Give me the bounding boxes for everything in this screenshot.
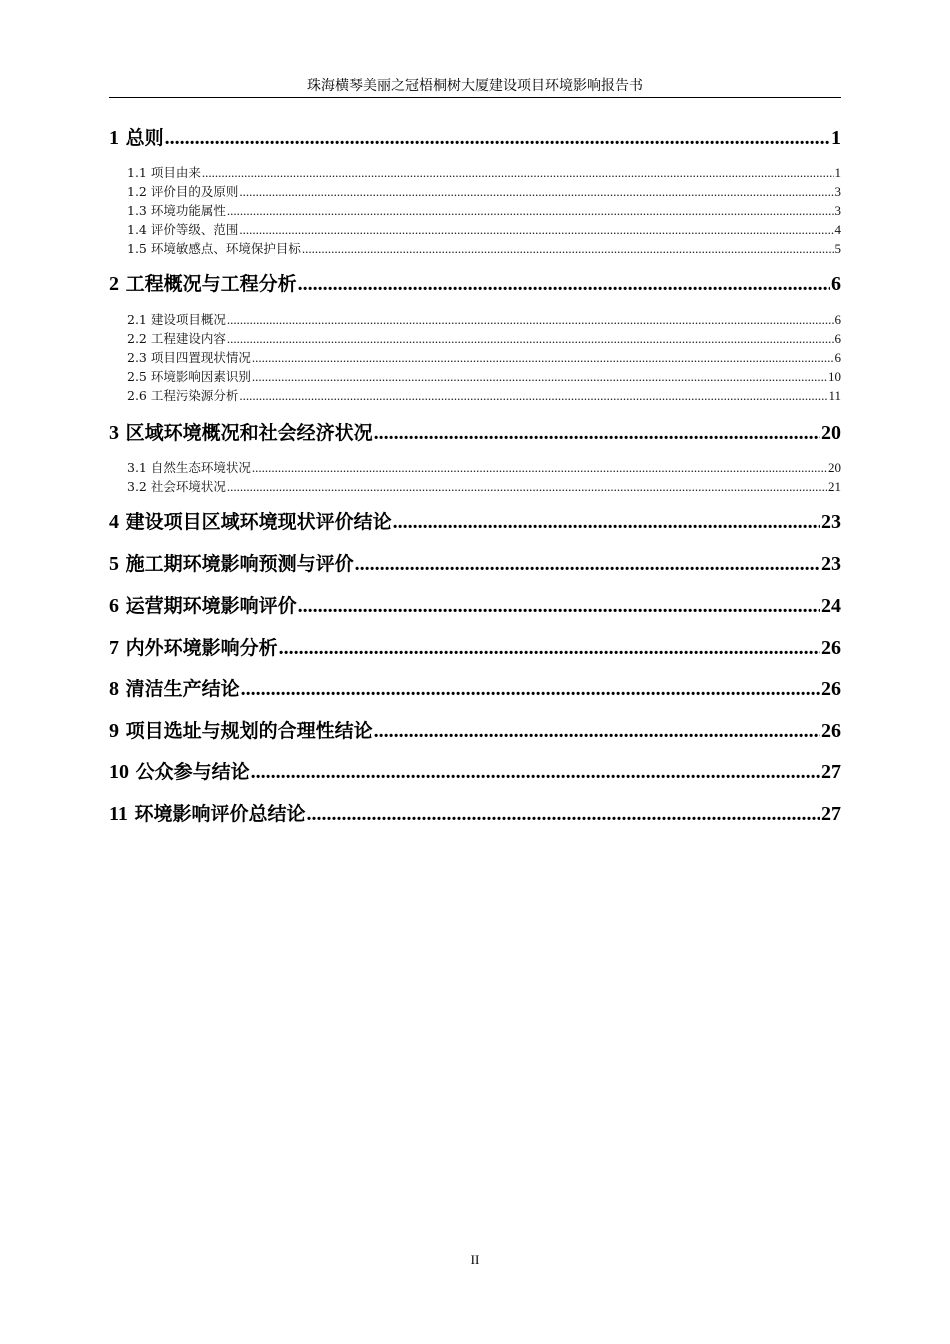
dot-leader xyxy=(298,272,830,296)
toc-entry-title xyxy=(127,387,238,405)
toc-chapter-entry[interactable] xyxy=(109,552,841,576)
toc-entry-title xyxy=(109,760,250,784)
toc-section-entry[interactable] xyxy=(127,311,841,329)
toc-entry-number: 5 xyxy=(109,553,119,575)
toc-page-number: 20 xyxy=(828,460,841,475)
toc-entry-title xyxy=(109,126,164,150)
toc-entry-title xyxy=(109,594,297,618)
toc-entry-number: 1 xyxy=(109,127,119,149)
toc-entry-number: 2.6 xyxy=(127,388,147,403)
toc-entry-text: 环境功能属性 xyxy=(150,203,226,218)
toc-page-number: 26 xyxy=(821,678,841,700)
toc-entry-title xyxy=(127,240,301,258)
toc-entry-number: 3.2 xyxy=(127,479,147,494)
toc-section-entry[interactable] xyxy=(127,387,841,405)
toc-section-entry[interactable] xyxy=(127,164,841,182)
toc-chapter-entry[interactable] xyxy=(109,594,841,618)
toc-entry-title xyxy=(127,349,251,367)
toc-entry-title xyxy=(109,677,240,701)
toc-entry-text: 运营期环境影响评价 xyxy=(125,595,297,617)
toc-page-number: 26 xyxy=(821,720,841,742)
toc-entry-number: 2.5 xyxy=(127,369,147,384)
toc-entry-text: 工程污染源分析 xyxy=(150,388,239,403)
toc-entry-number: 3 xyxy=(109,422,119,444)
dot-leader xyxy=(307,802,820,826)
toc-section-entry[interactable] xyxy=(127,368,841,386)
toc-page-number: 26 xyxy=(821,637,841,659)
toc-entry-text: 建设项目区域环境现状评价结论 xyxy=(125,511,392,533)
toc-page-number: 4 xyxy=(834,222,841,237)
toc-page-number: 6 xyxy=(831,273,841,295)
dot-leader xyxy=(227,311,834,329)
toc-entry-text: 项目由来 xyxy=(150,165,201,180)
toc-entry-text: 内外环境影响分析 xyxy=(125,637,278,659)
toc-entry-title xyxy=(127,368,251,386)
toc-entry-number: 1.1 xyxy=(127,165,147,180)
dot-leader xyxy=(239,221,833,239)
toc-entry-text: 总则 xyxy=(125,127,164,149)
toc-entry-title xyxy=(109,510,392,534)
toc-section-entry[interactable] xyxy=(127,478,841,496)
toc-page-number: 6 xyxy=(834,331,841,346)
toc-page-number: 6 xyxy=(834,312,841,327)
toc-entry-title xyxy=(109,421,373,445)
toc-page-number: 27 xyxy=(821,761,841,783)
toc-entry-number: 2.1 xyxy=(127,312,147,327)
toc-entry-text: 评价等级、范围 xyxy=(150,222,239,237)
toc-entry-text: 环境影响评价总结论 xyxy=(134,803,306,825)
toc-entry-text: 清洁生产结论 xyxy=(125,678,240,700)
toc-page-number: 1 xyxy=(831,127,841,149)
toc-chapter-entry[interactable] xyxy=(109,719,841,743)
toc-entry-title xyxy=(109,272,297,296)
toc-page-number: 6 xyxy=(834,350,841,365)
toc-section-entry[interactable] xyxy=(127,349,841,367)
toc-entry-text: 评价目的及原则 xyxy=(150,184,239,199)
dot-leader xyxy=(374,719,820,743)
dot-leader xyxy=(239,183,833,201)
dot-leader xyxy=(165,126,830,150)
toc-page-number: 23 xyxy=(821,511,841,533)
toc-entry-title xyxy=(109,719,373,743)
toc-entry-title xyxy=(127,164,201,182)
toc-page-number: 20 xyxy=(821,422,841,444)
toc-entry-title xyxy=(127,221,238,239)
page-number: II xyxy=(470,1252,480,1267)
toc-section-entry[interactable] xyxy=(127,202,841,220)
toc-entry-text: 区域环境概况和社会经济状况 xyxy=(125,422,373,444)
toc-entry-title xyxy=(127,183,238,201)
toc-section-entry[interactable] xyxy=(127,330,841,348)
dot-leader xyxy=(374,421,820,445)
toc-section-entry[interactable] xyxy=(127,221,841,239)
header-rule xyxy=(109,97,841,98)
toc-entry-number: 2.2 xyxy=(127,331,147,346)
dot-leader xyxy=(239,387,827,405)
toc-chapter-entry[interactable] xyxy=(109,126,841,150)
toc-section-entry[interactable] xyxy=(127,240,841,258)
toc-entry-number: 2 xyxy=(109,273,119,295)
toc-section-entry[interactable] xyxy=(127,183,841,201)
toc-page-number: 1 xyxy=(834,165,841,180)
toc-chapter-entry[interactable] xyxy=(109,760,841,784)
toc-entry-number: 4 xyxy=(109,511,119,533)
toc-chapter-entry[interactable] xyxy=(109,272,841,296)
toc-entry-number: 1.3 xyxy=(127,203,147,218)
toc-entry-number: 1.5 xyxy=(127,241,147,256)
dot-leader xyxy=(252,349,834,367)
dot-leader xyxy=(227,478,827,496)
toc-page-number: 10 xyxy=(828,369,841,384)
toc-entry-text: 自然生态环境状况 xyxy=(150,460,251,475)
toc-entry-text: 环境影响因素识别 xyxy=(150,369,251,384)
running-header: 珠海横琴美丽之冠梧桐树大厦建设项目环境影响报告书 xyxy=(307,79,643,94)
dot-leader xyxy=(279,636,820,660)
dot-leader xyxy=(302,240,834,258)
toc-entry-text: 建设项目概况 xyxy=(150,312,226,327)
toc-entry-title xyxy=(127,478,226,496)
toc-page-number: 3 xyxy=(834,184,841,199)
toc-entry-text: 工程概况与工程分析 xyxy=(125,273,297,295)
toc-entry-number: 10 xyxy=(109,761,129,783)
toc-entry-title xyxy=(109,552,354,576)
toc-chapter-entry[interactable] xyxy=(109,636,841,660)
toc-entry-text: 环境敏感点、环境保护目标 xyxy=(150,241,301,256)
toc-entry-text: 工程建设内容 xyxy=(150,331,226,346)
toc-entry-title xyxy=(127,330,226,348)
toc-chapter-entry[interactable] xyxy=(109,677,841,701)
toc-entry-text: 施工期环境影响预测与评价 xyxy=(125,553,354,575)
toc-chapter-entry[interactable] xyxy=(109,421,841,445)
toc-entry-number: 11 xyxy=(109,803,128,825)
toc-entry-text: 项目四置现状情况 xyxy=(150,350,251,365)
toc-entry-title xyxy=(127,311,226,329)
toc-section-entry[interactable] xyxy=(127,459,841,477)
dot-leader xyxy=(202,164,834,182)
dot-leader xyxy=(252,368,827,386)
toc-entry-number: 9 xyxy=(109,720,119,742)
toc-entry-text: 社会环境状况 xyxy=(150,479,226,494)
toc-page-number: 3 xyxy=(834,203,841,218)
toc-entry-text: 项目选址与规划的合理性结论 xyxy=(125,720,373,742)
dot-leader xyxy=(227,330,834,348)
toc-entry-title xyxy=(109,802,306,826)
toc-page-number: 5 xyxy=(834,241,841,256)
toc-entry-text: 公众参与结论 xyxy=(135,761,250,783)
toc-chapter-entry[interactable] xyxy=(109,802,841,826)
toc-chapter-entry[interactable] xyxy=(109,510,841,534)
toc-page-number: 21 xyxy=(828,479,841,494)
dot-leader xyxy=(393,510,820,534)
dot-leader xyxy=(227,202,834,220)
toc-page-number: 23 xyxy=(821,553,841,575)
toc-entry-title xyxy=(109,636,278,660)
toc-entry-number: 1.4 xyxy=(127,222,147,237)
dot-leader xyxy=(241,677,820,701)
dot-leader xyxy=(252,459,827,477)
toc-entry-number: 6 xyxy=(109,595,119,617)
toc-entry-number: 8 xyxy=(109,678,119,700)
toc-entry-number: 3.1 xyxy=(127,460,147,475)
dot-leader xyxy=(298,594,820,618)
toc-page-number: 11 xyxy=(828,388,841,403)
dot-leader xyxy=(251,760,820,784)
toc-page-number: 24 xyxy=(821,595,841,617)
toc-entry-number: 1.2 xyxy=(127,184,147,199)
toc-entry-number: 7 xyxy=(109,637,119,659)
dot-leader xyxy=(355,552,820,576)
toc-entry-title xyxy=(127,202,226,220)
toc-page-number: 27 xyxy=(821,803,841,825)
toc-entry-title xyxy=(127,459,251,477)
toc-entry-number: 2.3 xyxy=(127,350,147,365)
